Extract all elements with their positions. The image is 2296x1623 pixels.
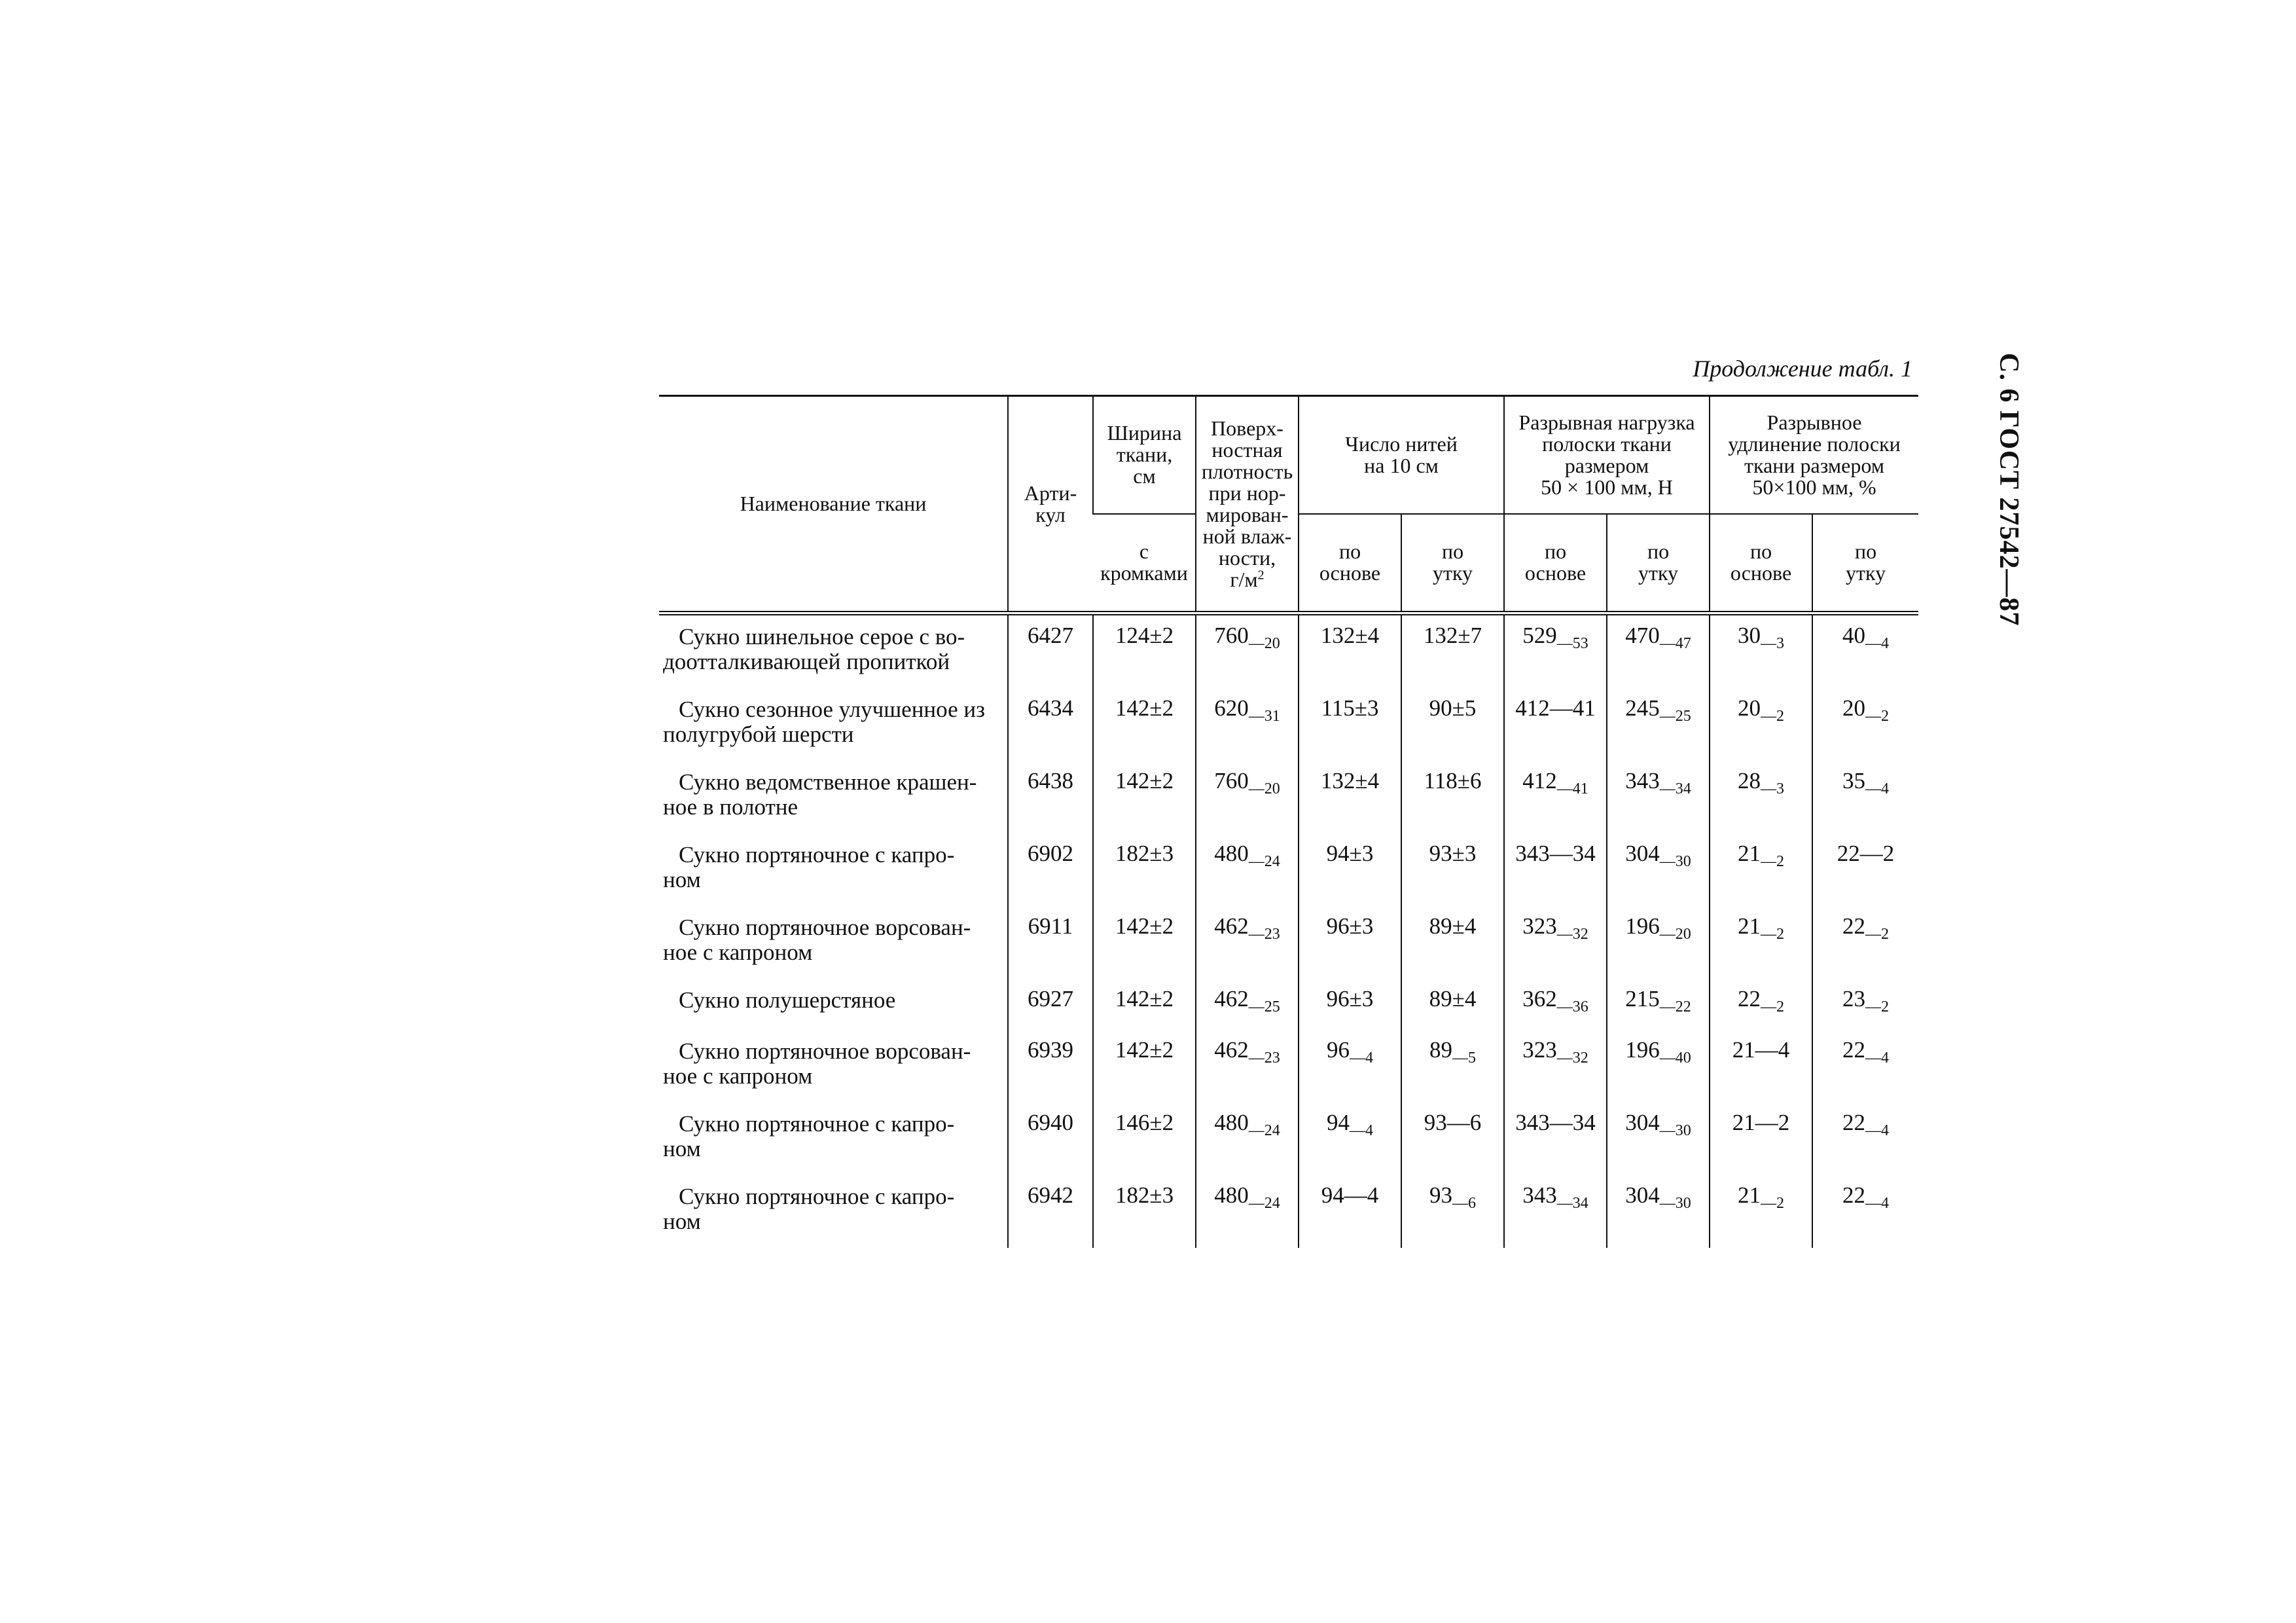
table-row [659, 688, 1918, 761]
article-cell: 6427 [1008, 613, 1093, 689]
threads-weft-cell [1401, 1175, 1504, 1248]
density-value: 462 [1214, 1037, 1249, 1063]
density-cell [1196, 613, 1299, 689]
load-weft-value: 196 [1625, 913, 1660, 939]
load-warp-cell [1504, 1103, 1607, 1175]
width-cell: 142±2 [1093, 761, 1196, 833]
elong-weft-cell [1812, 1030, 1918, 1103]
threads-warp-cell [1299, 1030, 1401, 1103]
density-tolerance: —24 [1248, 853, 1280, 870]
elong-weft-cell [1812, 979, 1918, 1030]
load-warp-cell [1504, 833, 1607, 906]
density-cell [1196, 1103, 1299, 1175]
threads-warp-value: 94—4 [1321, 1182, 1379, 1208]
side-running-header [1993, 353, 2032, 634]
col-header-elongation: Разрывное удлинение полоски ткани размером 50×100 мм, % [1710, 396, 1918, 514]
elong-warp-cell [1710, 979, 1812, 1030]
density-cell [1196, 906, 1299, 979]
load-weft-tolerance: —20 [1659, 926, 1691, 943]
load-weft-value: 304 [1625, 841, 1660, 866]
load-weft-tolerance: —40 [1659, 1049, 1691, 1067]
density-tolerance: —24 [1248, 1195, 1280, 1212]
load-warp-tolerance: —34 [1556, 1195, 1588, 1212]
col-header-elong-warp: по основе [1710, 514, 1812, 613]
density-value: 480 [1214, 1182, 1249, 1208]
load-warp-tolerance: —32 [1556, 1049, 1588, 1067]
threads-weft-tolerance: —5 [1452, 1049, 1476, 1067]
elong-warp-cell [1710, 833, 1812, 906]
threads-weft-value: 132±7 [1423, 623, 1482, 648]
fabric-properties-table [659, 395, 1918, 1248]
elong-weft-cell [1812, 833, 1918, 906]
fabric-name [659, 1030, 1008, 1103]
load-weft-cell [1607, 1103, 1710, 1175]
width-cell: 142±2 [1093, 688, 1196, 761]
threads-warp-value: 96±3 [1326, 913, 1374, 939]
fabric-name-line-2: ном [663, 1136, 701, 1161]
fabric-name-line-1: Сукно портяночное с капро- [679, 1111, 955, 1137]
threads-weft-cell [1401, 833, 1504, 906]
fabric-name-line-1: Сукно портяночное ворсован- [679, 1038, 971, 1064]
load-warp-cell [1504, 761, 1607, 833]
fabric-name [659, 833, 1008, 906]
threads-weft-value: 118±6 [1424, 768, 1482, 793]
elong-warp-tolerance: —2 [1761, 926, 1785, 943]
load-warp-value: 412 [1522, 768, 1557, 793]
elong-warp-cell [1710, 1175, 1812, 1248]
load-warp-value: 529 [1522, 623, 1557, 648]
elong-warp-value: 21—4 [1732, 1037, 1790, 1063]
threads-warp-value: 96 [1327, 1037, 1350, 1063]
col-header-elong-weft: по утку [1812, 514, 1918, 613]
fabric-name-line-2: ное с капроном [663, 939, 813, 965]
fabric-name-line-1: Сукно ведомственное крашен- [679, 769, 977, 795]
load-weft-value: 304 [1625, 1182, 1660, 1208]
load-weft-tolerance: —34 [1659, 780, 1691, 797]
load-warp-value: 343—34 [1515, 841, 1596, 866]
threads-warp-cell [1299, 688, 1401, 761]
article-cell: 6911 [1008, 906, 1093, 979]
col-header-load: Разрывная нагрузка полоски ткани размером 50 × 100 мм, Н [1504, 396, 1710, 514]
threads-weft-tolerance: —6 [1452, 1195, 1476, 1212]
table-row [659, 979, 1918, 1030]
load-warp-tolerance: —41 [1556, 780, 1588, 797]
load-weft-tolerance: —30 [1659, 853, 1691, 870]
load-warp-value: 412—41 [1515, 695, 1596, 721]
threads-warp-tolerance: —4 [1350, 1122, 1373, 1139]
threads-weft-cell [1401, 1030, 1504, 1103]
elong-warp-tolerance: —2 [1761, 1195, 1785, 1212]
fabric-name-line-1: Сукно полушерстяное [679, 987, 896, 1013]
load-weft-cell [1607, 1175, 1710, 1248]
density-value: 480 [1214, 841, 1249, 866]
density-value: 760 [1214, 768, 1249, 793]
elong-warp-value: 21 [1738, 913, 1761, 939]
threads-warp-value: 132±4 [1320, 768, 1380, 793]
load-weft-tolerance: —47 [1659, 635, 1691, 652]
load-weft-cell [1607, 906, 1710, 979]
width-cell: 142±2 [1093, 979, 1196, 1030]
article-cell: 6942 [1008, 1175, 1093, 1248]
density-unit-superscript: 2 [1257, 567, 1265, 582]
elong-weft-cell [1812, 1103, 1918, 1175]
elong-weft-tolerance: —4 [1865, 780, 1890, 797]
load-weft-value: 343 [1625, 768, 1660, 793]
density-value: 480 [1214, 1110, 1249, 1135]
threads-warp-value: 96±3 [1326, 986, 1374, 1012]
load-weft-value: 470 [1625, 623, 1660, 648]
elong-warp-cell [1710, 761, 1812, 833]
load-weft-value: 304 [1625, 1110, 1660, 1135]
elong-warp-cell [1710, 688, 1812, 761]
load-weft-tolerance: —30 [1659, 1122, 1691, 1139]
elong-weft-tolerance: —4 [1865, 1122, 1890, 1139]
col-header-threads: Число нитей на 10 см [1299, 396, 1504, 514]
elong-warp-value: 21 [1738, 841, 1761, 866]
load-warp-cell [1504, 1030, 1607, 1103]
threads-warp-tolerance: —4 [1350, 1049, 1373, 1067]
load-warp-cell [1504, 688, 1607, 761]
load-warp-tolerance: —36 [1556, 998, 1588, 1015]
load-warp-value: 362 [1522, 986, 1557, 1012]
fabric-name-line-1: Сукно портяночное с капро- [679, 842, 955, 867]
threads-warp-cell [1299, 833, 1401, 906]
load-warp-value: 323 [1522, 913, 1557, 939]
fabric-name [659, 761, 1008, 833]
elong-warp-tolerance: —3 [1761, 635, 1785, 652]
elong-weft-value: 35 [1842, 768, 1866, 793]
width-cell: 146±2 [1093, 1103, 1196, 1175]
elong-weft-value: 40 [1842, 623, 1866, 648]
density-cell [1196, 979, 1299, 1030]
elong-warp-tolerance: —3 [1761, 780, 1785, 797]
elong-warp-cell [1710, 906, 1812, 979]
fabric-name [659, 1175, 1008, 1248]
threads-weft-cell [1401, 688, 1504, 761]
elong-warp-value: 21 [1738, 1182, 1761, 1208]
load-warp-value: 343—34 [1515, 1110, 1596, 1135]
density-tolerance: —25 [1248, 998, 1280, 1015]
fabric-name [659, 1103, 1008, 1175]
width-cell: 142±2 [1093, 1030, 1196, 1103]
density-cell [1196, 688, 1299, 761]
density-tolerance: —24 [1248, 1122, 1280, 1139]
threads-weft-cell [1401, 979, 1504, 1030]
load-weft-value: 245 [1625, 695, 1660, 721]
elong-weft-tolerance: —2 [1865, 708, 1890, 725]
elong-weft-tolerance: —4 [1865, 1049, 1890, 1067]
col-header-load-warp: по основе [1504, 514, 1607, 613]
fabric-name [659, 613, 1008, 689]
table-row [659, 833, 1918, 906]
elong-weft-cell [1812, 613, 1918, 689]
load-warp-cell [1504, 906, 1607, 979]
table-row [659, 1103, 1918, 1175]
col-header-article: Арти- кул [1008, 396, 1093, 613]
threads-weft-value: 89±4 [1429, 986, 1477, 1012]
col-header-density [1196, 396, 1299, 613]
load-weft-cell [1607, 688, 1710, 761]
fabric-name-line-2: ное в полотне [663, 794, 798, 820]
load-warp-value: 343 [1522, 1182, 1557, 1208]
col-header-name: Наименование ткани [659, 396, 1008, 613]
load-warp-tolerance: —53 [1556, 635, 1588, 652]
table-body [659, 613, 1918, 1249]
load-warp-cell [1504, 1175, 1607, 1248]
article-cell: 6939 [1008, 1030, 1093, 1103]
col-header-width: Ширина ткани, см [1093, 396, 1196, 514]
density-value: 620 [1214, 695, 1249, 721]
threads-weft-value: 93 [1429, 1182, 1452, 1208]
density-tolerance: —31 [1248, 708, 1280, 725]
load-weft-cell [1607, 761, 1710, 833]
elong-warp-tolerance: —2 [1761, 853, 1785, 870]
width-cell: 142±2 [1093, 906, 1196, 979]
threads-weft-value: 93±3 [1429, 841, 1477, 866]
article-cell: 6438 [1008, 761, 1093, 833]
threads-warp-cell [1299, 906, 1401, 979]
col-header-load-weft: по утку [1607, 514, 1710, 613]
density-value: 462 [1214, 913, 1249, 939]
article-cell: 6940 [1008, 1103, 1093, 1175]
threads-warp-cell [1299, 1103, 1401, 1175]
load-warp-cell [1504, 613, 1607, 689]
threads-warp-cell [1299, 761, 1401, 833]
elong-weft-tolerance: —2 [1865, 926, 1890, 943]
density-cell [1196, 1030, 1299, 1103]
density-header-text: Поверх- ностная плотность при нор- мирован- ной влаж- ности, г/м [1201, 416, 1293, 591]
elong-weft-cell [1812, 906, 1918, 979]
threads-warp-value: 94 [1327, 1110, 1350, 1135]
table-header [659, 396, 1918, 613]
threads-warp-value: 94±3 [1326, 841, 1374, 866]
article-cell: 6434 [1008, 688, 1093, 761]
elong-warp-cell [1710, 1030, 1812, 1103]
elong-weft-value: 22 [1842, 1182, 1866, 1208]
elong-weft-value: 23 [1842, 986, 1866, 1012]
load-weft-cell [1607, 613, 1710, 689]
fabric-name [659, 688, 1008, 761]
fabric-name-line-1: Сукно портяночное ворсован- [679, 915, 971, 940]
threads-weft-cell [1401, 761, 1504, 833]
side-header-text: С. 6 ГОСТ 27542—87 [1994, 353, 2024, 627]
elong-weft-tolerance: —4 [1865, 1195, 1890, 1212]
elong-warp-cell [1710, 613, 1812, 689]
article-cell: 6927 [1008, 979, 1093, 1030]
table-row [659, 906, 1918, 979]
elong-warp-value: 30 [1738, 623, 1761, 648]
col-header-threads-weft: по утку [1401, 514, 1504, 613]
elong-weft-value: 20 [1842, 695, 1866, 721]
table-row [659, 613, 1918, 689]
density-tolerance: —20 [1248, 780, 1280, 797]
threads-warp-cell [1299, 613, 1401, 689]
elong-warp-value: 22 [1738, 986, 1761, 1012]
density-value: 462 [1214, 986, 1249, 1012]
density-cell [1196, 833, 1299, 906]
threads-warp-cell [1299, 1175, 1401, 1248]
elong-weft-value: 22 [1842, 913, 1866, 939]
fabric-name-line-2: доотталкивающей пропиткой [663, 649, 950, 674]
elong-weft-value: 22 [1842, 1110, 1866, 1135]
fabric-name [659, 979, 1008, 1030]
load-weft-cell [1607, 1030, 1710, 1103]
fabric-name-line-2: полугрубой шерсти [663, 721, 854, 747]
threads-warp-value: 132±4 [1320, 623, 1380, 648]
width-cell: 182±3 [1093, 1175, 1196, 1248]
load-warp-cell [1504, 979, 1607, 1030]
elong-warp-tolerance: —2 [1761, 998, 1785, 1015]
load-weft-value: 196 [1625, 1037, 1660, 1063]
article-cell: 6902 [1008, 833, 1093, 906]
table-row [659, 1175, 1918, 1248]
width-cell: 124±2 [1093, 613, 1196, 689]
density-tolerance: —23 [1248, 1049, 1280, 1067]
density-value: 760 [1214, 623, 1249, 648]
density-tolerance: —23 [1248, 926, 1280, 943]
threads-weft-cell [1401, 906, 1504, 979]
density-tolerance: —20 [1248, 635, 1280, 652]
fabric-name-line-1: Сукно сезонное улучшенное из [679, 697, 985, 722]
fabric-name-line-1: Сукно шинельное серое с во- [679, 624, 965, 649]
threads-weft-value: 89 [1429, 1037, 1452, 1063]
fabric-name-line-2: ном [663, 1209, 701, 1234]
elong-weft-value: 22 [1842, 1037, 1866, 1063]
elong-warp-value: 21—2 [1732, 1110, 1790, 1135]
load-warp-value: 323 [1522, 1037, 1557, 1063]
fabric-name-line-1: Сукно портяночное с капро- [679, 1184, 955, 1209]
width-cell: 182±3 [1093, 833, 1196, 906]
elong-weft-cell [1812, 761, 1918, 833]
elong-warp-cell [1710, 1103, 1812, 1175]
load-weft-value: 215 [1625, 986, 1660, 1012]
elong-weft-value: 22—2 [1837, 841, 1895, 866]
elong-weft-cell [1812, 1175, 1918, 1248]
elong-weft-cell [1812, 688, 1918, 761]
continuation-label: Продолжение табл. 1 [1693, 356, 1912, 382]
load-weft-cell [1607, 833, 1710, 906]
fabric-name-line-2: ном [663, 867, 701, 892]
threads-warp-value: 115±3 [1321, 695, 1379, 721]
fabric-name-line-2: ное с капроном [663, 1063, 813, 1089]
load-warp-tolerance: —32 [1556, 926, 1588, 943]
col-header-width-sub: с кромками [1093, 514, 1196, 613]
fabric-name [659, 906, 1008, 979]
threads-warp-cell [1299, 979, 1401, 1030]
elong-warp-value: 28 [1738, 768, 1761, 793]
load-weft-tolerance: —30 [1659, 1195, 1691, 1212]
table-row [659, 761, 1918, 833]
density-cell [1196, 761, 1299, 833]
threads-weft-value: 93—6 [1424, 1110, 1482, 1135]
threads-weft-cell [1401, 613, 1504, 689]
threads-weft-value: 89±4 [1429, 913, 1477, 939]
elong-warp-value: 20 [1738, 695, 1761, 721]
load-weft-tolerance: —25 [1659, 708, 1691, 725]
load-weft-tolerance: —22 [1659, 998, 1691, 1015]
load-weft-cell [1607, 979, 1710, 1030]
col-header-threads-warp: по основе [1299, 514, 1401, 613]
density-cell [1196, 1175, 1299, 1248]
elong-warp-tolerance: —2 [1761, 708, 1785, 725]
table-row [659, 1030, 1918, 1103]
elong-weft-tolerance: —4 [1865, 635, 1890, 652]
threads-weft-value: 90±5 [1429, 695, 1477, 721]
threads-weft-cell [1401, 1103, 1504, 1175]
elong-weft-tolerance: —2 [1865, 998, 1890, 1015]
